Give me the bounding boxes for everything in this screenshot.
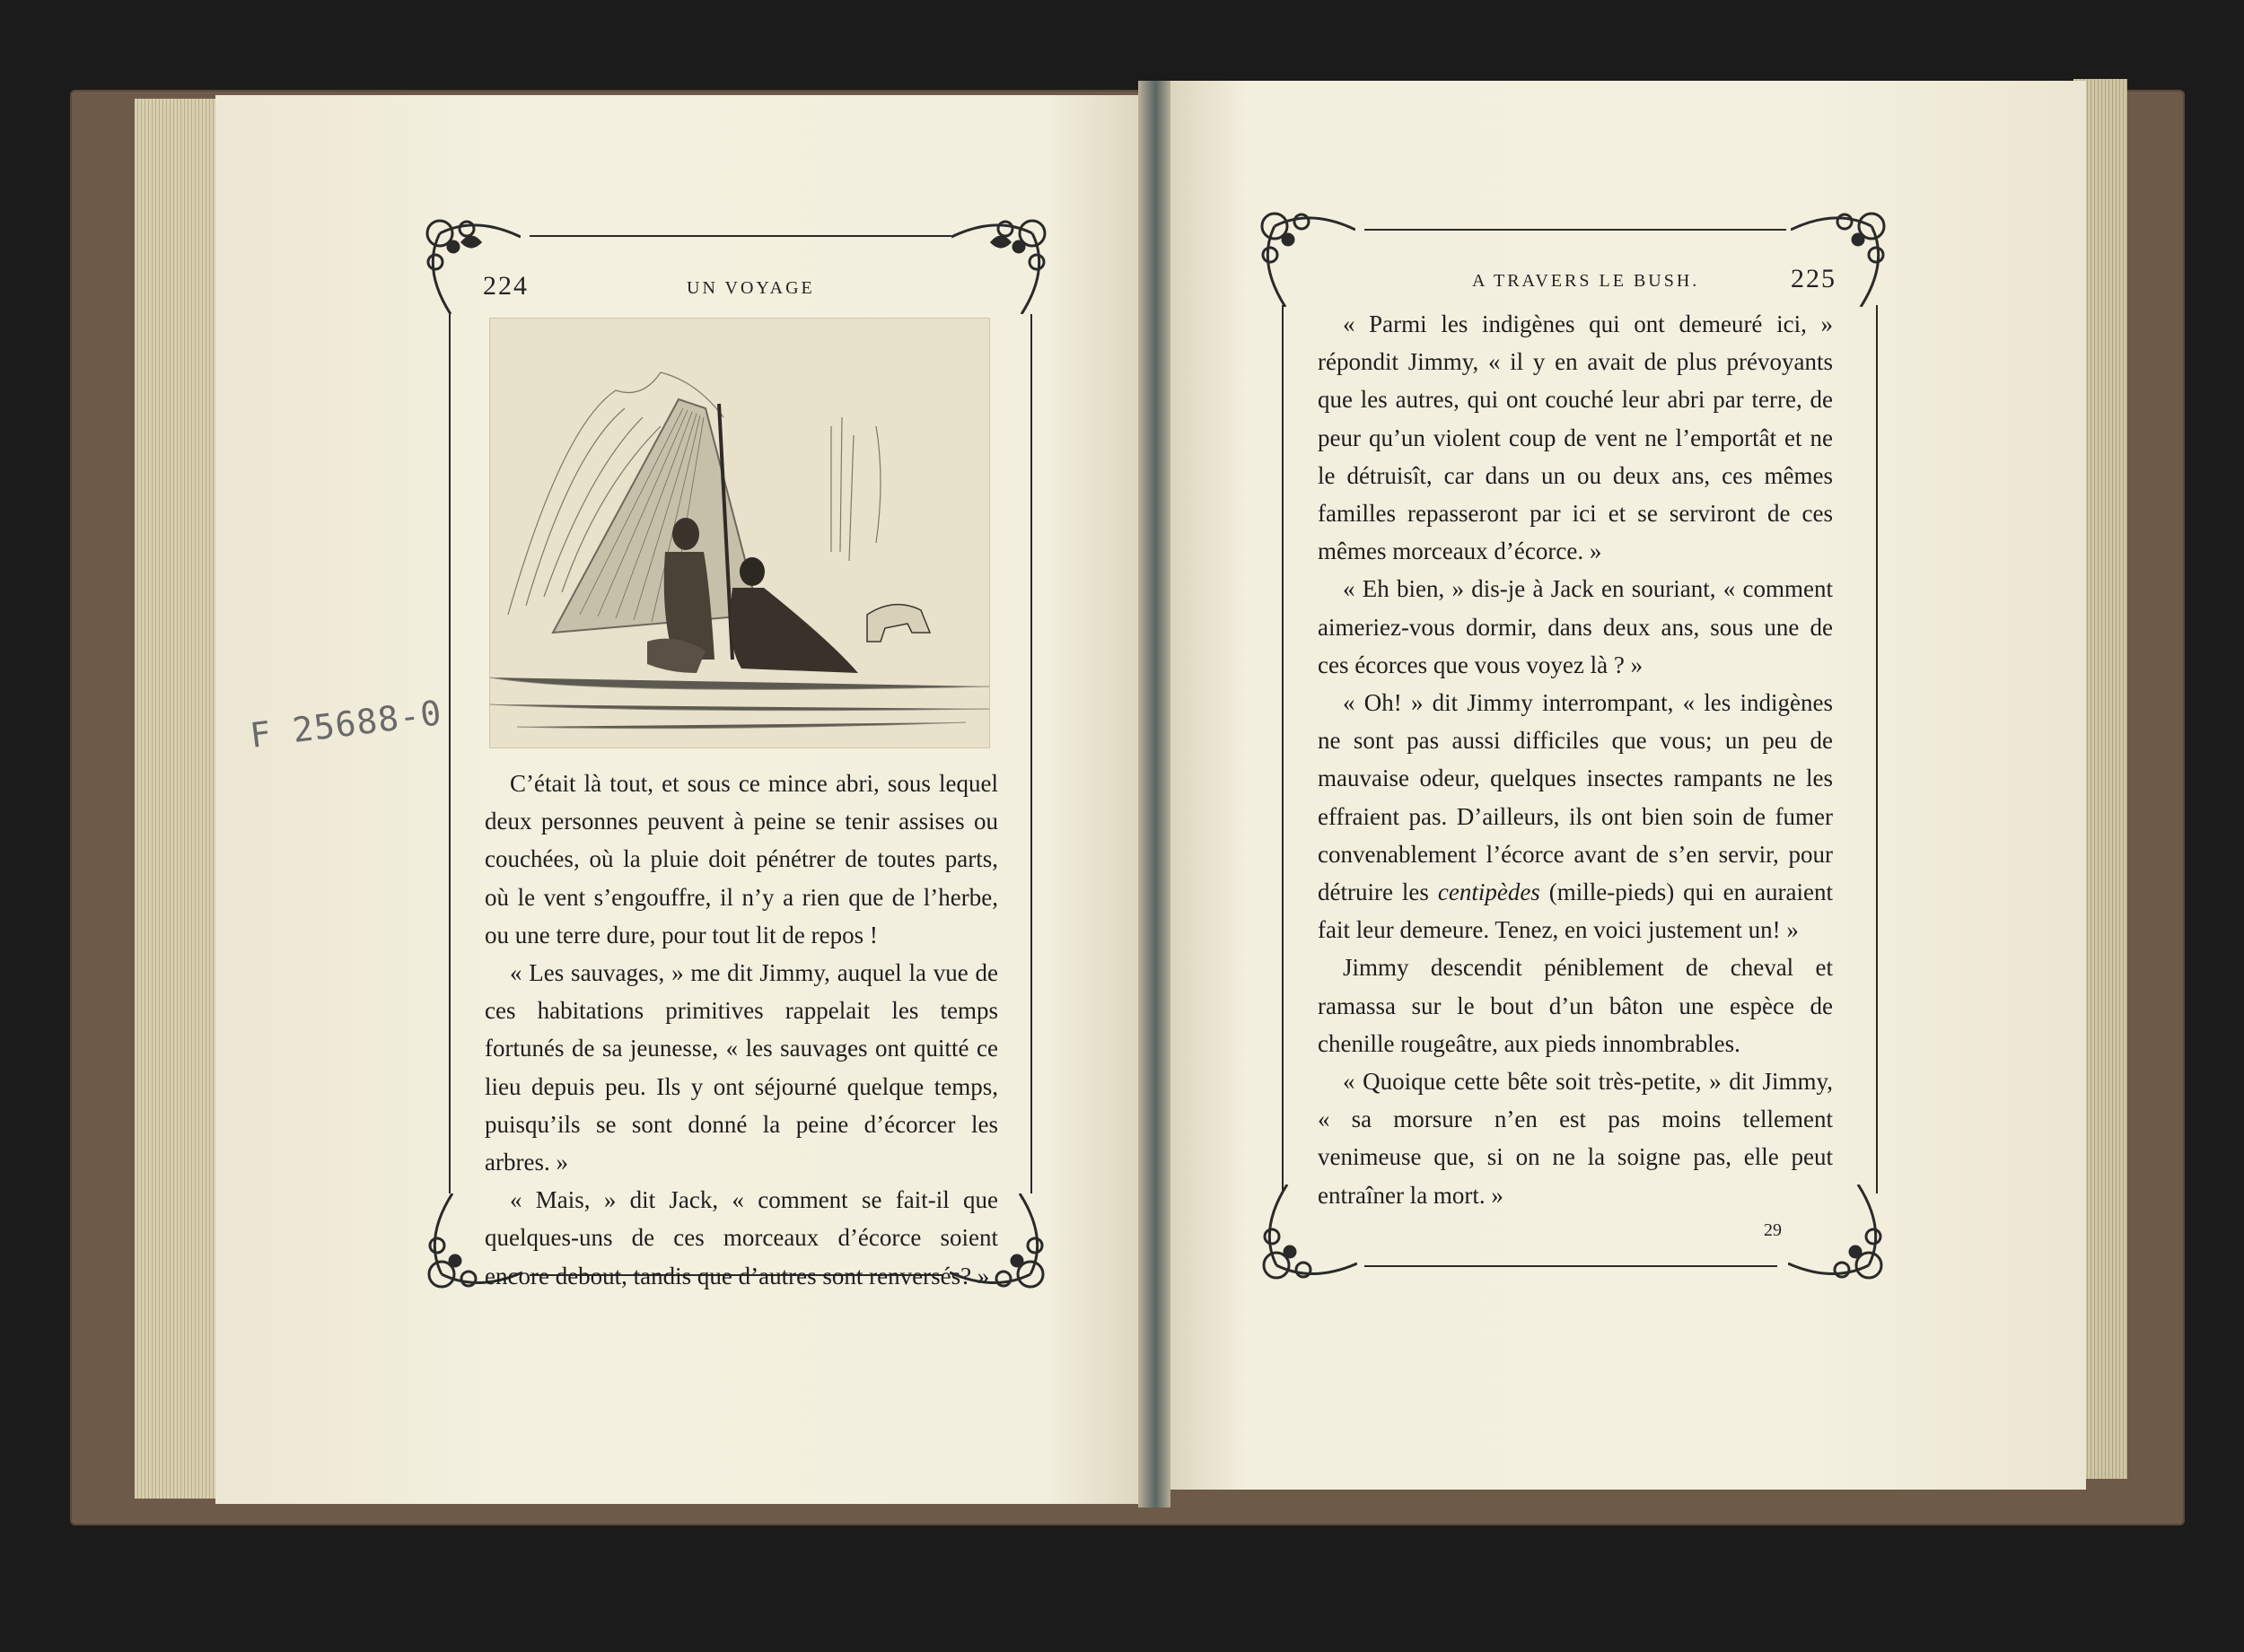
right-frame-right [1876,305,1878,1193]
left-frame-left [449,314,451,1193]
page-edges-left [135,99,221,1499]
book-gutter [1138,81,1170,1508]
paragraph-part: (mille-pieds) qui en auraient fait leur demeure. Tenez, en voici justement un! » [1318,878,1834,944]
running-head-right: A TRAVERS LE BUSH. [1472,271,1700,291]
engraving-illustration [489,318,990,748]
page-number-right: 225 [1791,264,1836,293]
signature-mark: 29 [1764,1220,1782,1240]
right-frame-top [1364,229,1786,231]
paragraph [1318,684,1833,948]
left-page-text [485,765,998,1295]
flourish-ornament-icon [951,206,1059,314]
running-head-left: UN VOYAGE [687,278,815,298]
left-frame-top [530,235,951,237]
paragraph: « Quoique cette bête soit très-petite, » dit Jimmy, « sa morsure n’en est pas moins tellement venimeuse que, si on ne la soigne pas, elle peut entraîner la mort. » [1318,1068,1833,1209]
paragraph: « Eh bien, » dis-je à Jack en souriant, « comment aimeriez-vous dormir, dans deux ans, sous une de ces écorces que vous voyez là ? » [1318,575,1833,678]
italic-term: centipèdes [1437,878,1540,906]
right-page-text [1318,305,1833,1214]
paragraph: « Les sauvages, » me dit Jimmy, auquel la vue de ces habitations primitives rappelait les temps fortunés de sa jeunesse, « les sauvages ont quitté ce lieu depuis peu. Ils y ont séjourné quelque temps, puisqu’ils se sont donné la peine d’écorcer les arbres. » [485,959,998,1176]
page-number-left: 224 [483,271,529,301]
margin-handwritten-note: F 25688-0 [248,693,444,756]
right-frame-bottom [1364,1265,1777,1267]
flourish-ornament-icon [1248,199,1355,307]
paragraph-part: « Oh! » dit Jimmy interrompant, « les indigènes ne sont pas aussi difficiles que vous; un peu de mauvaise odeur, quelques insectes rampants ne les effraient pas. D’ailleurs, ils ont bien soin de fumer convenablement l’écorce avant de s’en servir, pour détruire les [1318,689,1833,906]
right-frame-left [1282,305,1284,1193]
paragraph: Jimmy descendit péniblement de cheval et ramassa sur le bout d’un bâton une espèce de chenille rougeâtre, aux pieds innombrables. [1318,954,1833,1057]
left-frame-right [1030,314,1032,1193]
paragraph: « Parmi les indigènes qui ont demeuré ici, » répondit Jimmy, « il y en avait de plus prévoyants que les autres, qui ont couché leur abri par terre, de peur qu’un violent coup de vent ne l’emportât et ne le détruisît, car dans un ou deux ans, ces mêmes familles repasseront par ici et se serviront de ces mêmes morceaux d’écorce. » [1318,310,1833,565]
paragraph: C’était là tout, et sous ce mince abri, sous lequel deux personnes peuvent à peine se tenir assises ou couchées, où la pluie doit pénétrer de toutes parts, où le vent s’engouffre, il n’y a rien que de l’herbe, ou une terre dure, pour tout lit de repos ! [485,770,998,948]
paragraph: « Mais, » dit Jack, « comment se fait-il que quelques-uns de ces morceaux d’écorce soient encore debout, tandis que d’autres sont renversés? » [485,1186,998,1289]
